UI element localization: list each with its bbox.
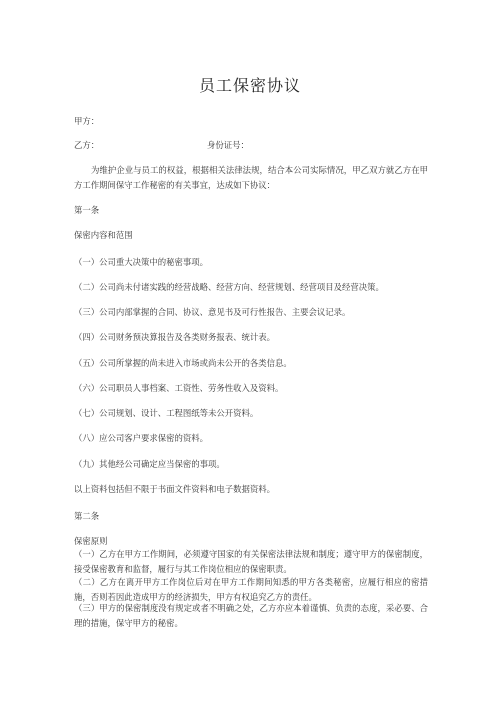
article-1-item: （一）公司重大决策中的秘密事项。 — [74, 257, 208, 267]
article-1-subheading: 保密内容和范围 — [74, 230, 133, 240]
article-1-closing: 以上资料包括但不限于书面文件资料和电子数据资料。 — [74, 484, 275, 494]
article-2-item: （一）乙方在甲方工作期间，必须遵守国家的有关保密法律法规和制度；遵守甲方的保密制度，接受保密教育和监督，履行与其工作岗位相应的保密职责。 — [74, 549, 428, 574]
article-1-item: （五）公司所掌握的尚未进入市场或尚未公开的各类信息。 — [74, 358, 292, 368]
article-1-item: （七）公司规划、设计、工程图纸等未公开资料。 — [74, 408, 259, 418]
article-1-item: （四）公司财务预决算报告及各类财务报表、统计表。 — [74, 332, 275, 342]
article-2-heading: 第二条 — [74, 511, 100, 521]
article-1-item: （八）应公司客户要求保密的资料。 — [74, 433, 208, 443]
preamble-paragraph: 为维护企业与员工的权益，根据相关法律法规，结合本公司实际情况，甲乙双方就乙方在甲方工作期间保守工作秘密的有关事宜，达成如下协议： — [74, 165, 428, 190]
party-b-label: 乙方： — [74, 140, 100, 150]
id-number-label: 身份证号： — [207, 140, 249, 150]
article-1-item: （三）公司内部掌握的合同、协议、意见书及可行性报告、主要会议记录。 — [74, 307, 351, 317]
document-title: 员工保密协议 — [198, 76, 301, 95]
article-2-subheading: 保密原则 — [74, 536, 108, 546]
party-a-label: 甲方： — [74, 116, 100, 126]
article-1-item: （九）其他经公司确定应当保密的事项。 — [74, 459, 225, 469]
article-2-item: （二）乙方在离开甲方工作岗位后对在甲方工作期间知悉的甲方各类秘密，应履行相应的密措施，否则若因此造成甲方的经济损失，甲方有权追究乙方的责任。 — [74, 577, 428, 602]
article-1-item: （六）公司职员人事档案、工资性、劳务性收入及资料。 — [74, 383, 284, 393]
article-1-heading: 第一条 — [74, 205, 100, 215]
article-2-item: （三）甲方的保密制度没有规定或者不明确之处，乙方亦应本着谨慎、负责的态度，采必要、合理的措施，保守甲方的秘密。 — [74, 603, 428, 628]
article-1-item: （二）公司尚未付诸实践的经营战略、经营方向、经营规划、经营项目及经营决策。 — [74, 282, 384, 292]
